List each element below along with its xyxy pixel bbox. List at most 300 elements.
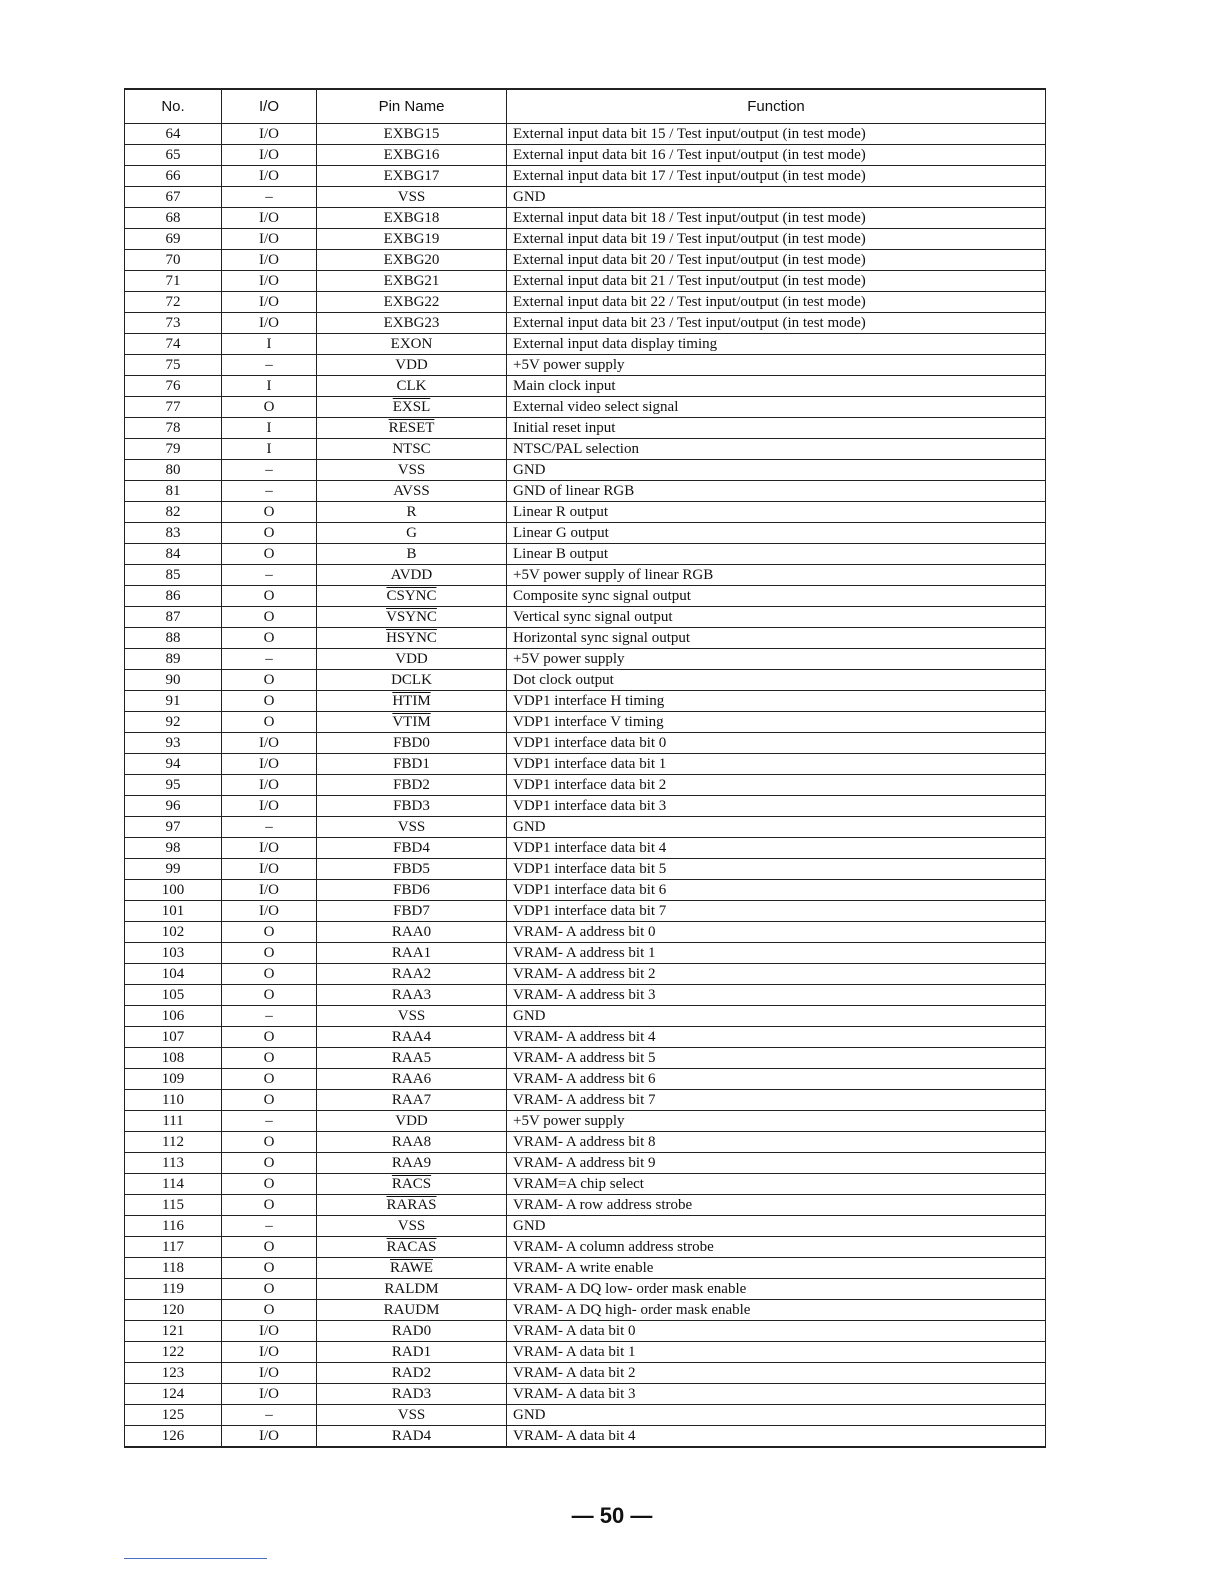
io-cell: I/O (222, 166, 317, 187)
pin-name-cell (317, 901, 507, 922)
pin-number-cell: 81 (125, 481, 222, 502)
pin-name-cell (317, 1174, 507, 1195)
function-cell: VDP1 interface V timing (507, 712, 1046, 733)
pin-number-cell: 93 (125, 733, 222, 754)
table-row (125, 1090, 1046, 1111)
table-row (125, 670, 1046, 691)
pin-name-text: RAUDM (383, 1301, 440, 1318)
pin-name-text: EXBG15 (383, 125, 440, 142)
table-row (125, 754, 1046, 775)
pin-number-cell: 119 (125, 1279, 222, 1300)
pin-name-text: VDD (395, 1112, 428, 1129)
function-cell: External input data bit 17 / Test input/output (in test mode) (507, 166, 1046, 187)
pin-name-cell (317, 775, 507, 796)
table-row (125, 439, 1046, 460)
pin-name-text: RAD4 (391, 1427, 432, 1444)
header-no: No. (125, 89, 222, 124)
pin-name-text: AVDD (390, 566, 433, 583)
pin-name-cell (317, 481, 507, 502)
io-cell: I/O (222, 208, 317, 229)
table-row (125, 481, 1046, 502)
pin-name-cell (317, 922, 507, 943)
pin-name-cell (317, 1048, 507, 1069)
table-row (125, 691, 1046, 712)
pin-name-text: FBD3 (393, 797, 430, 814)
io-cell: O (222, 523, 317, 544)
pin-name-cell (317, 334, 507, 355)
pin-name-cell (317, 397, 507, 418)
table-row (125, 397, 1046, 418)
pin-number-cell: 90 (125, 670, 222, 691)
pin-number-cell: 118 (125, 1258, 222, 1279)
pin-name-cell (317, 292, 507, 313)
pin-number-cell: 122 (125, 1342, 222, 1363)
pin-number-cell: 66 (125, 166, 222, 187)
table-row (125, 460, 1046, 481)
io-cell: O (222, 1237, 317, 1258)
pin-name-cell (317, 271, 507, 292)
table-row (125, 271, 1046, 292)
pin-name-text: RAA7 (391, 1091, 432, 1108)
table-row (125, 250, 1046, 271)
pin-name-text: EXBG21 (383, 272, 440, 289)
io-cell: – (222, 649, 317, 670)
pin-name-cell (317, 229, 507, 250)
pin-number-cell: 80 (125, 460, 222, 481)
pin-number-cell: 113 (125, 1153, 222, 1174)
table-row (125, 1279, 1046, 1300)
function-cell: Dot clock output (507, 670, 1046, 691)
pin-number-cell: 109 (125, 1069, 222, 1090)
pin-name-cell (317, 712, 507, 733)
pin-name-text: VSS (397, 1406, 426, 1423)
pin-name-text: VSYNC (386, 608, 437, 625)
function-cell: VRAM- A data bit 1 (507, 1342, 1046, 1363)
pin-name-text: VSS (397, 461, 426, 478)
table-row (125, 880, 1046, 901)
pin-number-cell: 110 (125, 1090, 222, 1111)
pin-number-cell: 73 (125, 313, 222, 334)
pin-name-text: B (406, 545, 417, 562)
pin-name-cell (317, 1027, 507, 1048)
io-cell: O (222, 943, 317, 964)
pin-number-cell: 106 (125, 1006, 222, 1027)
pin-name-text: G (406, 524, 417, 541)
pin-name-text: EXBG19 (383, 230, 440, 247)
pin-number-cell: 108 (125, 1048, 222, 1069)
io-cell: O (222, 628, 317, 649)
pin-number-cell: 79 (125, 439, 222, 460)
io-cell: – (222, 817, 317, 838)
io-cell: O (222, 1069, 317, 1090)
header-function: Function (507, 89, 1046, 124)
function-cell: VRAM- A write enable (507, 1258, 1046, 1279)
io-cell: I/O (222, 880, 317, 901)
pin-name-cell (317, 1384, 507, 1405)
pin-name-text: HTIM (392, 692, 431, 709)
pin-name-text: FBD2 (393, 776, 430, 793)
function-cell: Linear B output (507, 544, 1046, 565)
function-cell: VRAM- A data bit 0 (507, 1321, 1046, 1342)
io-cell: O (222, 670, 317, 691)
function-cell: VRAM- A address bit 1 (507, 943, 1046, 964)
function-cell: Horizontal sync signal output (507, 628, 1046, 649)
function-cell: Vertical sync signal output (507, 607, 1046, 628)
pin-number-cell: 114 (125, 1174, 222, 1195)
function-cell: GND (507, 1006, 1046, 1027)
pin-name-text: AVSS (393, 482, 430, 499)
pin-number-cell: 117 (125, 1237, 222, 1258)
pin-name-cell (317, 649, 507, 670)
pin-name-text: R (406, 503, 417, 520)
pin-number-cell: 99 (125, 859, 222, 880)
table-row (125, 292, 1046, 313)
function-cell: External input data bit 22 / Test input/output (in test mode) (507, 292, 1046, 313)
io-cell: I/O (222, 733, 317, 754)
pin-number-cell: 121 (125, 1321, 222, 1342)
table-row (125, 1300, 1046, 1321)
io-cell: O (222, 1195, 317, 1216)
function-cell: VDP1 interface H timing (507, 691, 1046, 712)
pin-name-cell (317, 691, 507, 712)
pin-name-text: RALDM (384, 1280, 439, 1297)
function-cell: VRAM- A DQ high- order mask enable (507, 1300, 1046, 1321)
pin-name-cell (317, 943, 507, 964)
pin-name-text: HSYNC (386, 629, 437, 646)
pin-name-text: VSS (397, 818, 426, 835)
pin-name-cell (317, 859, 507, 880)
pin-name-cell (317, 565, 507, 586)
function-cell: +5V power supply (507, 1111, 1046, 1132)
function-cell: Linear G output (507, 523, 1046, 544)
pin-name-cell (317, 838, 507, 859)
pin-number-cell: 89 (125, 649, 222, 670)
pin-name-cell (317, 1111, 507, 1132)
pin-name-text: RARAS (386, 1196, 437, 1213)
table-row (125, 1237, 1046, 1258)
table-row (125, 502, 1046, 523)
pin-name-cell (317, 670, 507, 691)
function-cell: External input data bit 23 / Test input/output (in test mode) (507, 313, 1046, 334)
function-cell: External input data bit 20 / Test input/output (in test mode) (507, 250, 1046, 271)
io-cell: – (222, 187, 317, 208)
pin-number-cell: 95 (125, 775, 222, 796)
io-cell: O (222, 1027, 317, 1048)
table-row (125, 1132, 1046, 1153)
pin-name-cell (317, 733, 507, 754)
pin-name-cell (317, 1300, 507, 1321)
io-cell: O (222, 712, 317, 733)
io-cell: I (222, 439, 317, 460)
pin-name-cell (317, 250, 507, 271)
function-cell: VRAM- A address bit 2 (507, 964, 1046, 985)
pin-name-text: CSYNC (386, 587, 437, 604)
pin-number-cell: 104 (125, 964, 222, 985)
io-cell: I/O (222, 124, 317, 145)
pin-number-cell: 111 (125, 1111, 222, 1132)
header-pin-name: Pin Name (317, 89, 507, 124)
pin-name-cell (317, 418, 507, 439)
pin-number-cell: 85 (125, 565, 222, 586)
pin-name-text: NTSC (392, 440, 431, 457)
function-cell: VRAM- A address bit 4 (507, 1027, 1046, 1048)
pin-number-cell: 65 (125, 145, 222, 166)
io-cell: – (222, 355, 317, 376)
function-cell: VRAM- A DQ low- order mask enable (507, 1279, 1046, 1300)
table-row (125, 985, 1046, 1006)
function-cell: VDP1 interface data bit 5 (507, 859, 1046, 880)
table-row (125, 376, 1046, 397)
pin-number-cell: 115 (125, 1195, 222, 1216)
io-cell: I/O (222, 859, 317, 880)
function-cell: VRAM- A data bit 2 (507, 1363, 1046, 1384)
function-cell: VRAM- A address bit 8 (507, 1132, 1046, 1153)
table-row (125, 1426, 1046, 1448)
io-cell: O (222, 397, 317, 418)
pin-number-cell: 102 (125, 922, 222, 943)
pin-name-cell (317, 376, 507, 397)
io-cell: I (222, 334, 317, 355)
table-row (125, 1321, 1046, 1342)
pin-name-text: RAWE (390, 1259, 433, 1276)
io-cell: – (222, 481, 317, 502)
table-row (125, 523, 1046, 544)
io-cell: – (222, 1216, 317, 1237)
pin-table-body (125, 124, 1046, 1448)
io-cell: – (222, 565, 317, 586)
pin-name-text: RAD3 (391, 1385, 432, 1402)
io-cell: O (222, 1090, 317, 1111)
table-row (125, 187, 1046, 208)
pin-name-text: FBD5 (393, 860, 430, 877)
pin-name-text: RAA9 (391, 1154, 432, 1171)
function-cell: VRAM- A column address strobe (507, 1237, 1046, 1258)
io-cell: I/O (222, 292, 317, 313)
io-cell: I/O (222, 796, 317, 817)
pin-name-text: CLK (396, 377, 427, 394)
pin-name-text: VSS (397, 1217, 426, 1234)
pin-name-text: EXBG17 (383, 167, 440, 184)
function-cell: VRAM- A address bit 6 (507, 1069, 1046, 1090)
io-cell: O (222, 1300, 317, 1321)
io-cell: I/O (222, 313, 317, 334)
io-cell: I/O (222, 775, 317, 796)
function-cell: GND (507, 187, 1046, 208)
pin-name-text: EXBG23 (383, 314, 440, 331)
io-cell: O (222, 1279, 317, 1300)
table-row (125, 145, 1046, 166)
pin-number-cell: 116 (125, 1216, 222, 1237)
io-cell: O (222, 586, 317, 607)
pin-name-text: RACAS (386, 1238, 437, 1255)
function-cell: Composite sync signal output (507, 586, 1046, 607)
table-row (125, 1195, 1046, 1216)
pin-name-cell (317, 166, 507, 187)
io-cell: O (222, 544, 317, 565)
function-cell: GND (507, 1405, 1046, 1426)
table-row (125, 1048, 1046, 1069)
pin-name-cell (317, 1132, 507, 1153)
io-cell: O (222, 1048, 317, 1069)
pin-name-cell (317, 1363, 507, 1384)
pin-name-cell (317, 964, 507, 985)
io-cell: O (222, 922, 317, 943)
pin-number-cell: 101 (125, 901, 222, 922)
pin-number-cell: 112 (125, 1132, 222, 1153)
function-cell: External video select signal (507, 397, 1046, 418)
function-cell: VDP1 interface data bit 3 (507, 796, 1046, 817)
pin-name-cell (317, 985, 507, 1006)
function-cell: VDP1 interface data bit 1 (507, 754, 1046, 775)
pin-name-cell (317, 1279, 507, 1300)
pin-name-cell (317, 586, 507, 607)
table-header-row (125, 89, 1046, 124)
table-row (125, 1384, 1046, 1405)
pin-name-cell (317, 1258, 507, 1279)
table-row (125, 208, 1046, 229)
pin-name-text: DCLK (391, 671, 432, 688)
table-row (125, 334, 1046, 355)
pin-name-text: RESET (388, 419, 435, 436)
pin-name-cell (317, 796, 507, 817)
pin-name-cell (317, 502, 507, 523)
table-row (125, 1153, 1046, 1174)
pin-name-text: EXBG22 (383, 293, 440, 310)
pin-number-cell: 78 (125, 418, 222, 439)
function-cell: +5V power supply (507, 649, 1046, 670)
pin-name-cell (317, 1405, 507, 1426)
pin-number-cell: 97 (125, 817, 222, 838)
pin-name-cell (317, 208, 507, 229)
function-cell: VRAM=A chip select (507, 1174, 1046, 1195)
pin-number-cell: 71 (125, 271, 222, 292)
pin-number-cell: 87 (125, 607, 222, 628)
pin-table (124, 88, 1046, 1448)
pin-number-cell: 64 (125, 124, 222, 145)
pin-number-cell: 124 (125, 1384, 222, 1405)
table-row (125, 229, 1046, 250)
io-cell: O (222, 1153, 317, 1174)
table-row (125, 1069, 1046, 1090)
pin-number-cell: 98 (125, 838, 222, 859)
pin-name-text: RAA2 (391, 965, 432, 982)
table-row (125, 628, 1046, 649)
table-row (125, 586, 1046, 607)
io-cell: I (222, 418, 317, 439)
pin-number-cell: 120 (125, 1300, 222, 1321)
pin-number-cell: 94 (125, 754, 222, 775)
function-cell: +5V power supply of linear RGB (507, 565, 1046, 586)
io-cell: I/O (222, 1321, 317, 1342)
table-row (125, 313, 1046, 334)
io-cell: O (222, 1174, 317, 1195)
pin-name-cell (317, 1321, 507, 1342)
io-cell: I/O (222, 1363, 317, 1384)
function-cell: +5V power supply (507, 355, 1046, 376)
table-row (125, 964, 1046, 985)
pin-name-cell (317, 1069, 507, 1090)
io-cell: I/O (222, 754, 317, 775)
io-cell: I/O (222, 229, 317, 250)
pin-name-text: RAD0 (391, 1322, 432, 1339)
table-row (125, 733, 1046, 754)
pin-name-cell (317, 1342, 507, 1363)
table-row (125, 649, 1046, 670)
pin-name-cell (317, 523, 507, 544)
function-cell: External input data bit 15 / Test input/output (in test mode) (507, 124, 1046, 145)
pin-name-cell (317, 880, 507, 901)
table-row (125, 712, 1046, 733)
function-cell: GND of linear RGB (507, 481, 1046, 502)
pin-name-cell (317, 1153, 507, 1174)
io-cell: O (222, 985, 317, 1006)
pin-name-text: RAA5 (391, 1049, 432, 1066)
function-cell: GND (507, 1216, 1046, 1237)
function-cell: VRAM- A address bit 0 (507, 922, 1046, 943)
function-cell: Linear R output (507, 502, 1046, 523)
pin-name-cell (317, 628, 507, 649)
pin-number-cell: 77 (125, 397, 222, 418)
function-cell: VRAM- A address bit 3 (507, 985, 1046, 1006)
pin-name-text: FBD4 (393, 839, 430, 856)
pin-name-cell (317, 544, 507, 565)
pin-name-cell (317, 460, 507, 481)
pin-name-text: VSS (397, 1007, 426, 1024)
table-row (125, 859, 1046, 880)
function-cell: External input data bit 21 / Test input/output (in test mode) (507, 271, 1046, 292)
table-row (125, 1363, 1046, 1384)
table-row (125, 544, 1046, 565)
pin-name-cell (317, 1006, 507, 1027)
table-row (125, 1027, 1046, 1048)
function-cell: GND (507, 460, 1046, 481)
pin-number-cell: 70 (125, 250, 222, 271)
io-cell: I/O (222, 901, 317, 922)
pin-number-cell: 67 (125, 187, 222, 208)
pin-name-cell (317, 1426, 507, 1448)
table-row (125, 901, 1046, 922)
pin-name-text: FBD1 (393, 755, 430, 772)
function-cell: VDP1 interface data bit 2 (507, 775, 1046, 796)
pin-number-cell: 103 (125, 943, 222, 964)
table-row (125, 124, 1046, 145)
io-cell: I/O (222, 1426, 317, 1448)
function-cell: External input data display timing (507, 334, 1046, 355)
function-cell: VDP1 interface data bit 0 (507, 733, 1046, 754)
table-row (125, 355, 1046, 376)
io-cell: – (222, 1111, 317, 1132)
table-row (125, 166, 1046, 187)
pin-name-text: VDD (395, 650, 428, 667)
pin-number-cell: 123 (125, 1363, 222, 1384)
pin-number-cell: 96 (125, 796, 222, 817)
pin-name-cell (317, 1216, 507, 1237)
function-cell: VDP1 interface data bit 7 (507, 901, 1046, 922)
function-cell: VRAM- A data bit 3 (507, 1384, 1046, 1405)
table-row (125, 796, 1046, 817)
io-cell: O (222, 607, 317, 628)
pin-name-cell (317, 754, 507, 775)
pin-number-cell: 107 (125, 1027, 222, 1048)
io-cell: O (222, 964, 317, 985)
pin-name-cell (317, 1237, 507, 1258)
io-cell: I (222, 376, 317, 397)
io-cell: I/O (222, 271, 317, 292)
pin-name-text: VTIM (392, 713, 431, 730)
io-cell: O (222, 1258, 317, 1279)
pin-name-text: RAA4 (391, 1028, 432, 1045)
io-cell: I/O (222, 250, 317, 271)
